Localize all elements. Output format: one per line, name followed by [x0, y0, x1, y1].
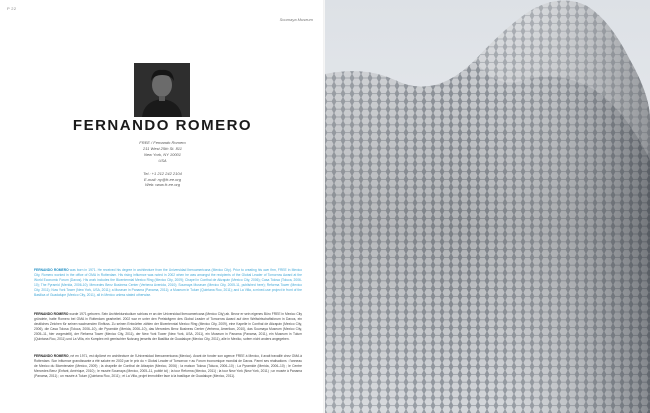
bio-english	[34, 268, 302, 297]
address-line: FREE / Fernando Romero	[139, 140, 186, 145]
bio-lead-name: FERNANDO ROMERO	[34, 312, 69, 316]
address-line: USA	[158, 158, 167, 163]
email-address[interactable]: E-mail: ny@fr-ee.org	[144, 176, 181, 182]
architect-address	[0, 140, 325, 164]
phone-number: Tel.: +1 212 242 2104	[143, 171, 182, 176]
website-link[interactable]: Web: www.fr-ee.org	[145, 182, 180, 187]
museum-photo	[325, 0, 650, 413]
bio-text: , né en 1971, est diplômé en architecture de l'Universidad Iberoamericana (Mexico). Avant de fonder son agence FREE à Mexico, il avait travaillé chez OMA à Rotterdam. Son influence grandissante a été saluée en 2002 par le prix du « Global Leader of Tomorrow » au Forum économique mondial de Davos. Parmi ses réalisations : l'anneau de Mexico du Bicentenaire (Mexico, 2009) ; la chapelle de Conthal de Atizapán (Mexico, 2006) ; la maison Tolosa (Toluca, 2006–10) ; La Pyramide (Merida, 2006–10) ; le Centre Mercedes Benz (Enfant, Amérique, 2010) ; le musée Soumaya (Mexico, 2005–11, publié ici) ; la tour Reforma (Mexico, 2011) ; la tour New York (New York, 2011) ; un musée à Panama (Panama, 2011) ; un musée à Tulum (Quintana Roo, 2011) ; et La Villa, projet immobilier face à la basilique de Guadalupe (Mexico, 2011).	[34, 354, 302, 378]
architect-contact	[0, 171, 325, 188]
bio-french	[34, 354, 302, 379]
bio-german	[34, 312, 302, 341]
page-number: P 22	[7, 6, 17, 11]
architect-name: FERNANDO ROMERO	[72, 117, 253, 134]
running-head: Soumaya Museum	[279, 17, 313, 22]
bio-text: wurde 1971 geboren. Sein Architekturstudium schloss er an der Universidad Iberoamericana (Mexico City) ab. Bevor er sein eigenes Büro FREE in Mexico City gründete, hatte Romero bei OMA in Rotterdam gearbeitet. 2002 war er unter den Preisträgern des Global Leader of Tomorrow Award auf dem Weltwirtschaftsforum in Davos, ein deutliches Zeichen für seinen wachsenden Einfluss. Zu seinen Entwürfen zählen der Bicentennial Mexico Ring (Mexico City, 2009), eine Kapelle in Conthal de Atizapán (Mexico City, 2006), die Casa Tolosa (Toluca, 2006–10), die Pyramide (Merida, 2006–10), das Mercedes Benz Business Center (Verbena, Amerikan, 2010), das Soumaya Museum (Mexico City, 2005–11, hier vorgestellt), der Reforma Tower (Mexico City, 2011), der New York Tower (New York, USA, 2011), ein Museum in Panama (Panama, 2011), ein Museum in Tulum (Quintana Roo, 2011) und La Villa, ein Komplex mit gemischter Nutzung jenseits der Basilika de Guadalupe (Mexico City, 2011), alle in Mexiko, sofern nicht anders angegeben.	[34, 312, 302, 341]
bio-lead-name: FERNANDO ROMERO	[34, 268, 69, 272]
portrait-image	[134, 63, 190, 117]
address-line: 211 West 25th St. 811	[143, 146, 182, 151]
architect-portrait	[134, 63, 190, 117]
bio-text: was born in 1971. He received his degree in architecture from the Universidad Iberoamericana (Mexico City). Prior to creating his own firm, FREE in Mexico City, Romero worked in the office of OMA in Rotterdam. His rising influence was noted in 2002 when he was amongst the recipients of the Global Leader of Tomorrow Award at the World Economic Forum (Davos). His work includes the Bicentennial Mexico Ring (Mexico City, 2009); Chapel in Conthal de Atizapán (Mexico City, 2006); Casa Tolosa (Toluca, 2006-10); The Pyramid (Merida, 2006-10); Mercedes Benz Business Center (Verbena Avenida, 2010); Soumaya Museum (Mexico City, 2005-11, published here); Reforma Tower (Mexico City, 2011); Nuw York Tower (New York, USA, 2011); a Museum in Panama (Panama, 2011); a Museum in Tulum (Quintana Roo, 2011); and La Villa, a mixed-use project in front of the Basilica of Guadalupe (Mexico City, 2011), all in Mexico unless stated otherwise.	[34, 268, 303, 297]
address-line: New York, NY 10001	[144, 152, 181, 157]
bio-lead-name: FERNANDO ROMERO	[34, 354, 69, 358]
right-page-photo	[325, 0, 650, 413]
